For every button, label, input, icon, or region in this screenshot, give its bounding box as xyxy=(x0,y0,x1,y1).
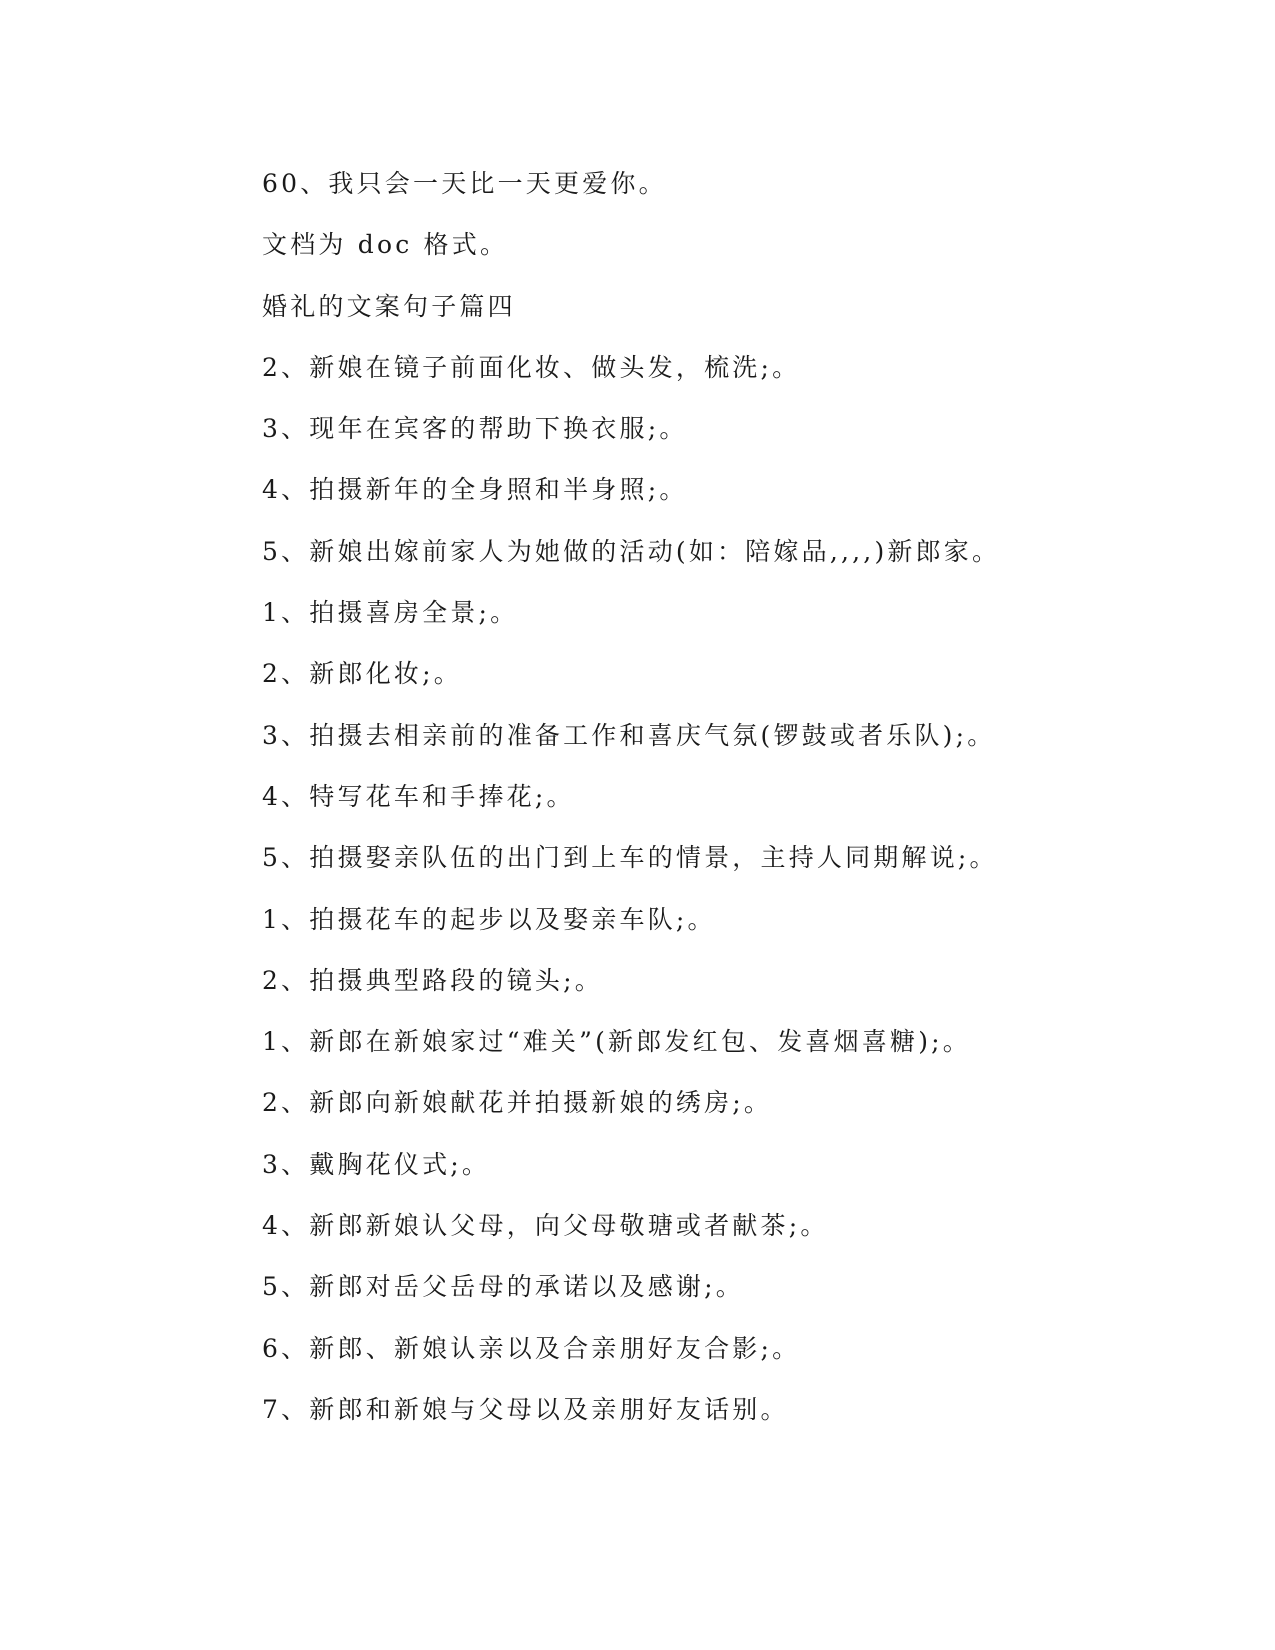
list-item: 4、特写花车和手捧花;。 xyxy=(262,781,575,811)
list-item: 5、拍摄娶亲队伍的出门到上车的情景，主持人同期解说;。 xyxy=(262,843,998,873)
document-body xyxy=(262,166,1162,1453)
text-line: 60、我只会一天比一天更爱你。 xyxy=(262,169,667,198)
list-item: 5、新郎对岳父岳母的承诺以及感谢;。 xyxy=(262,1272,744,1302)
list-item: 4、新郎新娘认父母，向父母敬瑭或者献茶;。 xyxy=(262,1211,829,1241)
list-item: 7、新郎和新娘与父母以及亲朋好友话别。 xyxy=(262,1394,789,1424)
text-line: 文档为 doc 格式。 xyxy=(262,230,509,260)
list-item: 5、新娘出嫁前家人为她做的活动(如：陪嫁品,,,,)新郎家。 xyxy=(262,536,1001,566)
list-item: 2、新郎化妆;。 xyxy=(262,659,462,689)
list-item: 1、新郎在新娘家过“难关”(新郎发红包、发喜烟喜糖);。 xyxy=(262,1027,971,1057)
list-item: 2、新娘在镜子前面化妆、做头发，梳洗;。 xyxy=(262,352,801,382)
list-item: 1、拍摄喜房全景;。 xyxy=(262,598,519,628)
list-item: 3、戴胸花仪式;。 xyxy=(262,1149,491,1179)
list-item: 6、新郎、新娘认亲以及合亲朋好友合影;。 xyxy=(262,1333,801,1363)
list-item: 3、现年在宾客的帮助下换衣服;。 xyxy=(262,414,688,444)
section-heading: 婚礼的文案句子篇四 xyxy=(262,291,516,321)
list-item: 3、拍摄去相亲前的准备工作和喜庆气氛(锣鼓或者乐队);。 xyxy=(262,720,996,750)
list-item: 1、拍摄花车的起步以及娶亲车队;。 xyxy=(262,904,716,934)
list-item: 4、拍摄新年的全身照和半身照;。 xyxy=(262,475,688,505)
list-item: 2、拍摄典型路段的镜头;。 xyxy=(262,965,603,995)
list-item: 2、新郎向新娘献花并拍摄新娘的绣房;。 xyxy=(262,1088,773,1118)
